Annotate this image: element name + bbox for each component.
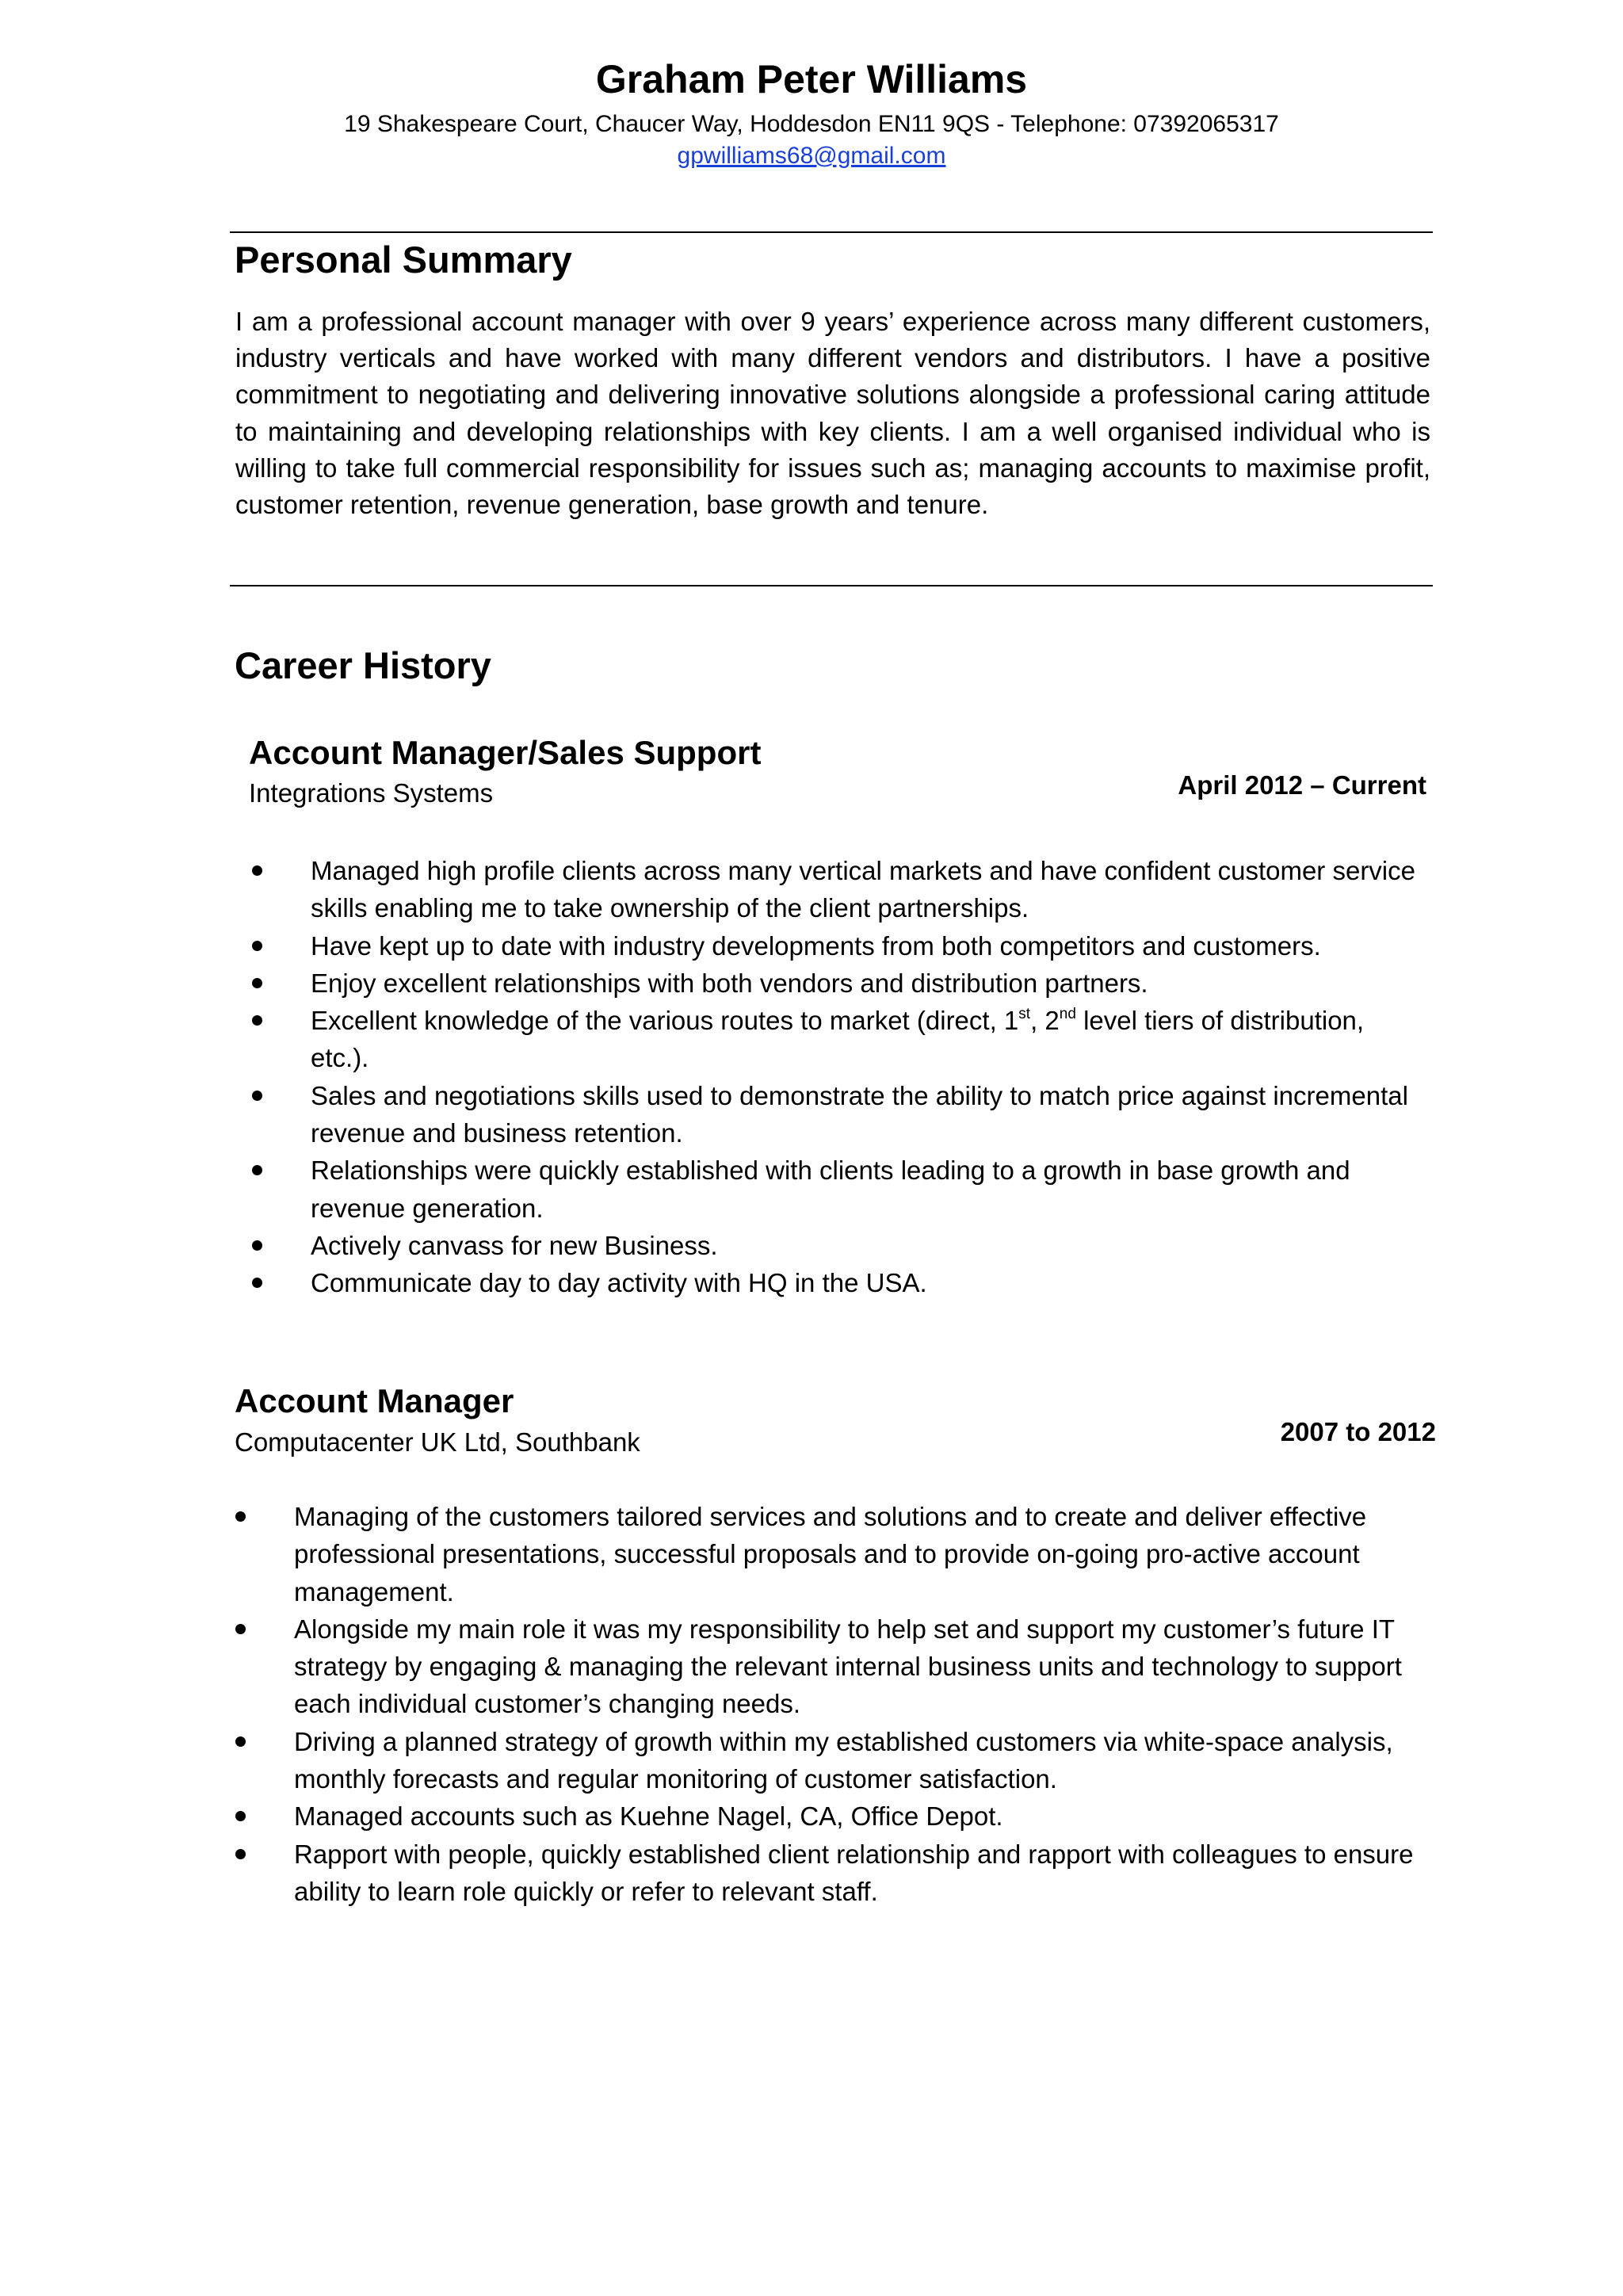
bullet-icon	[252, 865, 262, 876]
bullet-icon	[235, 1849, 246, 1859]
section-title-personal-summary: Personal Summary	[235, 239, 572, 281]
list-item	[235, 1610, 1440, 1723]
job-title: Account Manager	[235, 1382, 514, 1419]
list-item	[235, 1498, 1440, 1610]
bullet-text-part: level tiers of distribution, etc.).	[311, 1006, 1365, 1073]
bullet-text: Communicate day to day activity with HQ in the USA.	[311, 1268, 927, 1298]
bullet-text: Managed high profile clients across many vertical markets and have confident customer service skills enabling me to take ownership of the client partnerships.	[311, 856, 1415, 923]
list-item	[252, 1264, 1425, 1301]
bullet-text: Sales and negotiations skills used to demonstrate the ability to match price against incremental revenue and business retention.	[311, 1080, 1408, 1148]
bullet-icon	[252, 1165, 262, 1175]
job-bullet-list	[252, 852, 1425, 1302]
bullet-text: Have kept up to date with industry developments from both competitors and customers.	[311, 930, 1321, 961]
bullet-icon	[252, 941, 262, 951]
list-item	[235, 1723, 1440, 1798]
divider-bottom	[230, 585, 1433, 586]
bullet-icon	[252, 1240, 262, 1251]
bullet-text: Managed accounts such as Kuehne Nagel, CA, Office Depot.	[294, 1801, 1003, 1832]
list-item	[235, 1797, 1440, 1835]
bullet-icon	[252, 1015, 262, 1026]
bullet-text-part: Excellent knowledge of the various routes to market (direct, 1	[311, 1006, 1019, 1036]
contact-address-line: 19 Shakespeare Court, Chaucer Way, Hoddesdon EN11 9QS - Telephone: 07392065317	[344, 111, 1279, 137]
bullet-icon	[235, 1511, 246, 1522]
superscript: nd	[1059, 1006, 1076, 1023]
bullet-icon	[235, 1624, 246, 1634]
candidate-name: Graham Peter Williams	[595, 57, 1028, 101]
bullet-icon	[252, 1278, 262, 1288]
bullet-icon	[252, 978, 262, 988]
bullet-text: Managing of the customers tailored services and solutions and to create and deliver effective professional presentations, successful proposals and to provide on-going pro-active account management.	[294, 1502, 1367, 1606]
bullet-text: Enjoy excellent relationships with both vendors and distribution partners.	[311, 968, 1148, 998]
list-item	[252, 1227, 1425, 1264]
bullet-text: Actively canvass for new Business.	[311, 1230, 718, 1260]
list-item	[252, 1152, 1425, 1227]
list-item	[252, 1002, 1425, 1077]
list-item	[252, 1077, 1425, 1152]
bullet-text: Driving a planned strategy of growth within my established customers via white-space analysis, monthly forecasts and regular monitoring of customer satisfaction.	[294, 1726, 1393, 1794]
section-title-career-history: Career History	[235, 644, 491, 686]
list-item	[252, 965, 1425, 1002]
email-link[interactable]: gpwilliams68@gmail.com	[677, 143, 946, 169]
job-bullet-list	[235, 1498, 1440, 1910]
bullet-icon	[252, 1091, 262, 1101]
job-title: Account Manager/Sales Support	[249, 734, 762, 771]
bullet-text: Alongside my main role it was my responsibility to help set and support my customer’s future IT strategy by engaging & managing the relevant internal business units and technology to support each individual customer’s changing needs.	[294, 1614, 1402, 1719]
bullet-text: Rapport with people, quickly established client relationship and rapport with colleagues to ensure ability to learn role quickly or refer to relevant staff.	[294, 1839, 1414, 1906]
bullet-text	[311, 1006, 1364, 1072]
bullet-icon	[235, 1736, 246, 1747]
job-dates: April 2012 – Current	[1178, 770, 1426, 800]
job-company: Computacenter UK Ltd, Southbank	[235, 1427, 640, 1457]
list-item	[235, 1836, 1440, 1911]
list-item	[252, 852, 1425, 927]
list-item	[252, 927, 1425, 965]
personal-summary-text: I am a professional account manager with over 9 years’ experience across many different customers, industry verticals and have worked with many different vendors and distributors. I have a positive commitment to negotiating and delivering innovative solutions alongside a professional caring attitude to maintaining and developing relationships with key clients. I am a well organised individual who is willing to take full commercial responsibility for issues such as; managing accounts to maximise profit, customer retention, revenue generation, base growth and tenure.	[235, 307, 1430, 520]
job-dates: 2007 to 2012	[1280, 1417, 1436, 1446]
superscript: st	[1018, 1006, 1031, 1023]
bullet-text-part: , 2	[1030, 1006, 1060, 1036]
job-company: Integrations Systems	[249, 778, 494, 808]
bullet-icon	[235, 1811, 246, 1821]
bullet-text: Relationships were quickly established with clients leading to a growth in base growth and revenue generation.	[311, 1156, 1350, 1223]
divider-top	[230, 231, 1433, 233]
